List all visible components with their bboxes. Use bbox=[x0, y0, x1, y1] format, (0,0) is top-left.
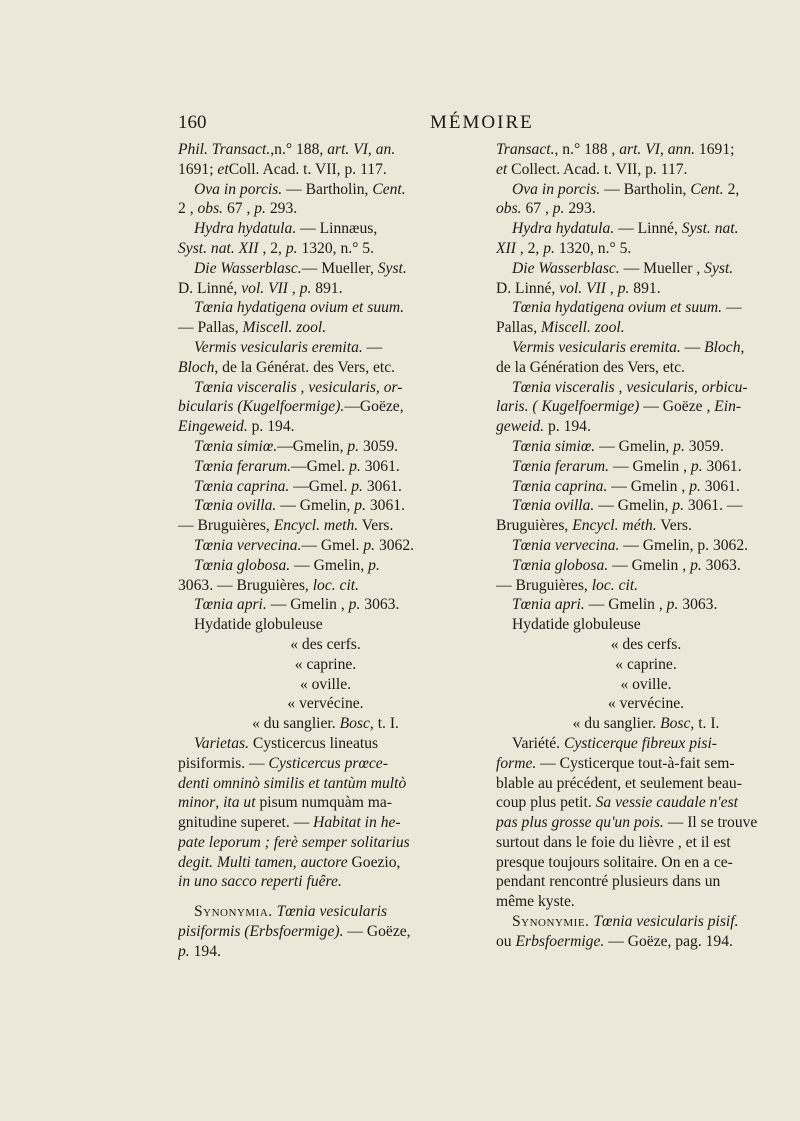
text-line: Tœnia apri. — Gmelin , p. 3063. bbox=[512, 596, 718, 614]
text-line: Ova in porcis. — Bartholin, Cent. bbox=[194, 180, 406, 198]
text-line: Hydra hydatula. — Linné, Syst. nat. bbox=[512, 220, 739, 238]
text-line: Vermis vesicularis eremita. — Bloch, bbox=[512, 338, 745, 356]
text-line: Bloch, de la Générat. des Vers, etc. bbox=[178, 358, 396, 376]
text-line: minor, ita ut pisum numquàm ma- bbox=[178, 794, 392, 812]
text-line: 2 , obs. 67 , p. 293. bbox=[178, 200, 298, 218]
text-line: Eingeweid. p. 194. bbox=[178, 418, 295, 436]
page-header bbox=[0, 112, 800, 142]
text-line: Tœnia apri. — Gmelin , p. 3063. bbox=[194, 596, 400, 614]
text-line: pisiformis. — Cysticercus prœce- bbox=[178, 754, 388, 772]
text-line: ou Erbsfoermige. — Goëze, pag. 194. bbox=[496, 932, 733, 950]
text-line: et Collect. Acad. t. VII, p. 117. bbox=[496, 160, 688, 178]
text-line: pendant rencontré plusieurs dans un bbox=[496, 873, 721, 891]
text-line: presque toujours solitaire. On en a ce- bbox=[496, 853, 733, 871]
text-line: Tœnia globosa. — Gmelin , p. 3063. bbox=[512, 556, 741, 574]
page-number: 160 bbox=[178, 112, 207, 133]
right-column-french bbox=[496, 140, 796, 952]
text-line: degit. Multi tamen, auctore Goezio, bbox=[178, 853, 401, 871]
text-line: « vervécine. bbox=[287, 695, 364, 713]
text-line: Synonymia. Tœnia vesicularis bbox=[194, 903, 388, 921]
text-line: — Bruguières, Encycl. meth. Vers. bbox=[178, 517, 394, 535]
text-line: coup plus petit. Sa vessie caudale n'est bbox=[496, 794, 738, 812]
text-line: Ova in porcis. — Bartholin, Cent. 2, bbox=[512, 180, 740, 198]
text-line: Tœnia visceralis , vesicularis, or- bbox=[194, 378, 403, 396]
text-line: Tœnia hydatigena ovium et suum. bbox=[194, 299, 405, 317]
text-line: Tœnia simiœ.—Gmelin, p. 3059. bbox=[194, 437, 399, 455]
text-line: D. Linné, vol. VII , p. 891. bbox=[496, 279, 661, 297]
running-title: MÉMOIRE bbox=[430, 112, 534, 133]
text-line: Hydatide globuleuse bbox=[512, 616, 641, 634]
text-line: Tœnia vervecina. — Gmelin, p. 3062. bbox=[512, 536, 749, 554]
text-line: forme. — Cysticerque tout-à-fait sem- bbox=[496, 754, 735, 772]
text-line: geweid. p. 194. bbox=[496, 418, 591, 436]
text-line: « du sanglier. Bosc, t. I. bbox=[572, 715, 720, 733]
text-line: — Bruguières, loc. cit. bbox=[496, 576, 639, 594]
text-line: Tœnia ferarum.—Gmel. p. 3061. bbox=[194, 457, 400, 475]
text-line: Tœnia globosa. — Gmelin, p. bbox=[194, 556, 380, 574]
text-line: Tœnia caprina. — Gmelin , p. 3061. bbox=[512, 477, 740, 495]
text-line: même kyste. bbox=[496, 893, 575, 911]
text-line: Tœnia vervecina.— Gmel. p. 3062. bbox=[194, 536, 415, 554]
text-line: Phil. Transact.,n.° 188, art. VI, an. bbox=[178, 141, 396, 158]
text-line: Die Wasserblasc. — Mueller , Syst. bbox=[512, 259, 734, 277]
text-line: bicularis (Kugelfoermige).—Goëze, bbox=[178, 398, 404, 416]
text-line: Tœnia ferarum. — Gmelin , p. 3061. bbox=[512, 457, 742, 475]
text-line: — Pallas, Miscell. zool. bbox=[178, 319, 327, 337]
left-column-latin bbox=[178, 140, 473, 962]
text-line: Hydra hydatula. — Linnæus, bbox=[194, 220, 378, 238]
text-line: « oville. bbox=[299, 675, 352, 693]
text-line: gnitudine superet. — Habitat in he- bbox=[178, 814, 401, 832]
text-line: Variété. Cysticerque fibreux pisi- bbox=[512, 734, 717, 752]
text-line: « caprine. bbox=[615, 655, 677, 673]
text-line: pas plus grosse qu'un pois. — Il se trouve bbox=[496, 814, 758, 832]
text-line: « des cerfs. bbox=[290, 635, 361, 653]
text-line: obs. 67 , p. 293. bbox=[496, 200, 596, 218]
text-line: Tœnia visceralis , vesicularis, orbicu- bbox=[512, 378, 748, 396]
text-line: blable au précédent, et seulement beau- bbox=[496, 774, 742, 792]
text-line: Varietas. Cysticercus lineatus bbox=[194, 734, 379, 752]
text-line: Tœnia simiœ. — Gmelin, p. 3059. bbox=[512, 437, 724, 455]
text-line: Tœnia caprina. —Gmel. p. 3061. bbox=[194, 477, 402, 495]
text-line: Syst. nat. XII , 2, p. 1320, n.° 5. bbox=[178, 239, 374, 257]
text-line: 1691; etColl. Acad. t. VII, p. 117. bbox=[178, 160, 387, 178]
text-line: Synonymie. Tœnia vesicularis pisif. bbox=[512, 913, 739, 931]
text-line: surtout dans le foie du lièvre , et il est bbox=[496, 833, 731, 851]
text-line: in uno sacco reperti fuêre. bbox=[178, 873, 342, 891]
text-line: Bruguières, Encycl. méth. Vers. bbox=[496, 517, 692, 535]
text-line: Tœnia ovilla. — Gmelin, p. 3061. — bbox=[512, 497, 743, 515]
text-line: « du sanglier. Bosc, t. I. bbox=[252, 715, 399, 733]
text-line: Tœnia hydatigena ovium et suum. — bbox=[512, 299, 742, 317]
text-line: denti omninò similis et tantùm multò bbox=[178, 774, 407, 792]
text-line: Pallas, Miscell. zool. bbox=[496, 319, 625, 337]
text-line: D. Linné, vol. VII , p. 891. bbox=[178, 279, 343, 297]
text-line: « des cerfs. bbox=[610, 635, 682, 653]
text-line: Hydatide globuleuse bbox=[194, 616, 323, 634]
text-line: Transact., n.° 188 , art. VI, ann. 1691; bbox=[496, 141, 735, 158]
text-line: de la Génération des Vers, etc. bbox=[496, 358, 685, 376]
text-line: « vervécine. bbox=[607, 695, 685, 713]
text-line: 3063. — Bruguières, loc. cit. bbox=[178, 576, 360, 594]
text-line: XII , 2, p. 1320, n.° 5. bbox=[496, 239, 632, 257]
text-line: pate leporum ; ferè semper solitarius bbox=[178, 833, 410, 851]
text-line: laris. ( Kugelfoermige) — Goëze , Ein- bbox=[496, 398, 742, 416]
text-line: Die Wasserblasc.— Mueller, Syst. bbox=[194, 259, 407, 277]
text-line: Tœnia ovilla. — Gmelin, p. 3061. bbox=[194, 497, 405, 515]
text-line: « oville. bbox=[620, 675, 672, 693]
text-line: p. 194. bbox=[178, 942, 221, 960]
text-line bbox=[178, 892, 473, 902]
text-line: « caprine. bbox=[294, 655, 357, 673]
text-line: Vermis vesicularis eremita. — bbox=[194, 338, 383, 356]
text-line: pisiformis (Erbsfoermige). — Goëze, bbox=[178, 923, 411, 941]
